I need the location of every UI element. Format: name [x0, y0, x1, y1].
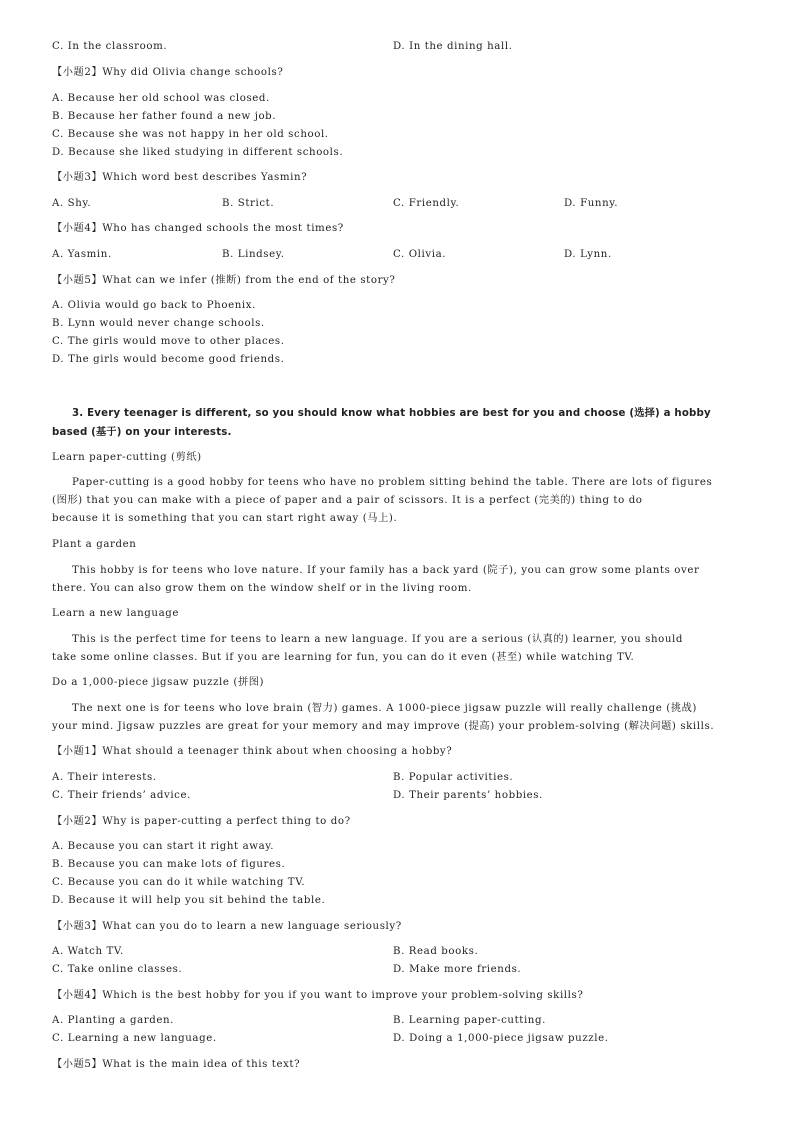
option-b: B. Strict. [222, 198, 275, 209]
paragraph-line: This hobby is for teens who love nature. If your family has a back yard (院子), you can grow some plants over [72, 565, 700, 576]
paragraph-line: Paper-cutting is a good hobby for teens who have no problem sitting behind the table. There are lots of figures [72, 477, 713, 488]
option-b: B. Read books. [393, 946, 479, 957]
paragraph-line: your mind. Jigsaw puzzles are great for your memory and may improve (提高) your problem-solving (解决问题) skills. [52, 721, 715, 732]
option-c: C. Friendly. [393, 198, 460, 209]
option-d: D. Doing a 1,000-piece jigsaw puzzle. [393, 1033, 609, 1044]
question-stem: 【小题3】What can you do to learn a new language seriously? [52, 921, 402, 932]
question-stem: 【小题4】Who has changed schools the most times? [52, 223, 344, 234]
question-stem: 【小题4】Which is the best hobby for you if you want to improve your problem-solving skills? [52, 990, 584, 1001]
option-c: C. Take online classes. [52, 964, 183, 975]
option-b: B. Because her father found a new job. [52, 111, 277, 122]
section-heading: Plant a garden [52, 539, 137, 550]
section-heading: Learn paper-cutting (剪纸) [52, 452, 202, 463]
option-b: B. Learning paper-cutting. [393, 1015, 546, 1026]
passage-intro: 3. Every teenager is different, so you should know what hobbies are best for you and choose (选择) a hobby [72, 408, 711, 419]
question-stem: 【小题3】Which word best describes Yasmin? [52, 172, 308, 183]
option-a: A. Shy. [52, 198, 92, 209]
option-c: C. Because you can do it while watching TV. [52, 877, 306, 888]
question-stem: 【小题5】What is the main idea of this text? [52, 1059, 301, 1070]
option-c: C. Their friends’ advice. [52, 790, 191, 801]
passage-intro: based (基于) on your interests. [52, 427, 232, 438]
option-b: B. Lindsey. [222, 249, 285, 260]
option-a: A. Olivia would go back to Phoenix. [52, 300, 256, 311]
option-c: C. In the classroom. [52, 41, 168, 52]
question-stem: 【小题2】Why is paper-cutting a perfect thing to do? [52, 816, 351, 827]
option-d: D. Because it will help you sit behind the table. [52, 895, 326, 906]
option-a: A. Their interests. [52, 772, 157, 783]
option-d: D. In the dining hall. [393, 41, 513, 52]
paragraph-line: (图形) that you can make with a piece of paper and a pair of scissors. It is a perfect (完美的) thing to do [52, 495, 643, 506]
option-a: A. Because her old school was closed. [52, 93, 270, 104]
paragraph-line: there. You can also grow them on the window shelf or in the living room. [52, 583, 472, 594]
option-a: A. Watch TV. [52, 946, 124, 957]
option-a: A. Because you can start it right away. [52, 841, 275, 852]
paragraph-line: This is the perfect time for teens to learn a new language. If you are a serious (认真的) learner, you should [72, 634, 684, 645]
paragraph-line: take some online classes. But if you are learning for fun, you can do it even (甚至) while watching TV. [52, 652, 635, 663]
option-d: D. Make more friends. [393, 964, 522, 975]
option-d: D. Because she liked studying in different schools. [52, 147, 344, 158]
paragraph-line: The next one is for teens who love brain (智力) games. A 1000-piece jigsaw puzzle will really challenge (挑战) [72, 703, 697, 714]
question-stem: 【小题5】What can we infer (推断) from the end of the story? [52, 275, 396, 286]
paragraph-line: because it is something that you can start right away (马上). [52, 513, 398, 524]
option-c: C. The girls would move to other places. [52, 336, 285, 347]
option-d: D. Funny. [564, 198, 619, 209]
option-c: C. Because she was not happy in her old school. [52, 129, 329, 140]
option-b: B. Popular activities. [393, 772, 514, 783]
option-b: B. Because you can make lots of figures. [52, 859, 286, 870]
option-d: D. The girls would become good friends. [52, 354, 285, 365]
option-a: A. Yasmin. [52, 249, 112, 260]
section-heading: Do a 1,000-piece jigsaw puzzle (拼图) [52, 677, 265, 688]
option-d: D. Lynn. [564, 249, 612, 260]
option-d: D. Their parents’ hobbies. [393, 790, 543, 801]
option-c: C. Olivia. [393, 249, 447, 260]
option-a: A. Planting a garden. [52, 1015, 174, 1026]
question-stem: 【小题1】What should a teenager think about when choosing a hobby? [52, 746, 453, 757]
option-c: C. Learning a new language. [52, 1033, 217, 1044]
section-heading: Learn a new language [52, 608, 179, 619]
option-b: B. Lynn would never change schools. [52, 318, 265, 329]
question-stem: 【小题2】Why did Olivia change schools? [52, 67, 284, 78]
